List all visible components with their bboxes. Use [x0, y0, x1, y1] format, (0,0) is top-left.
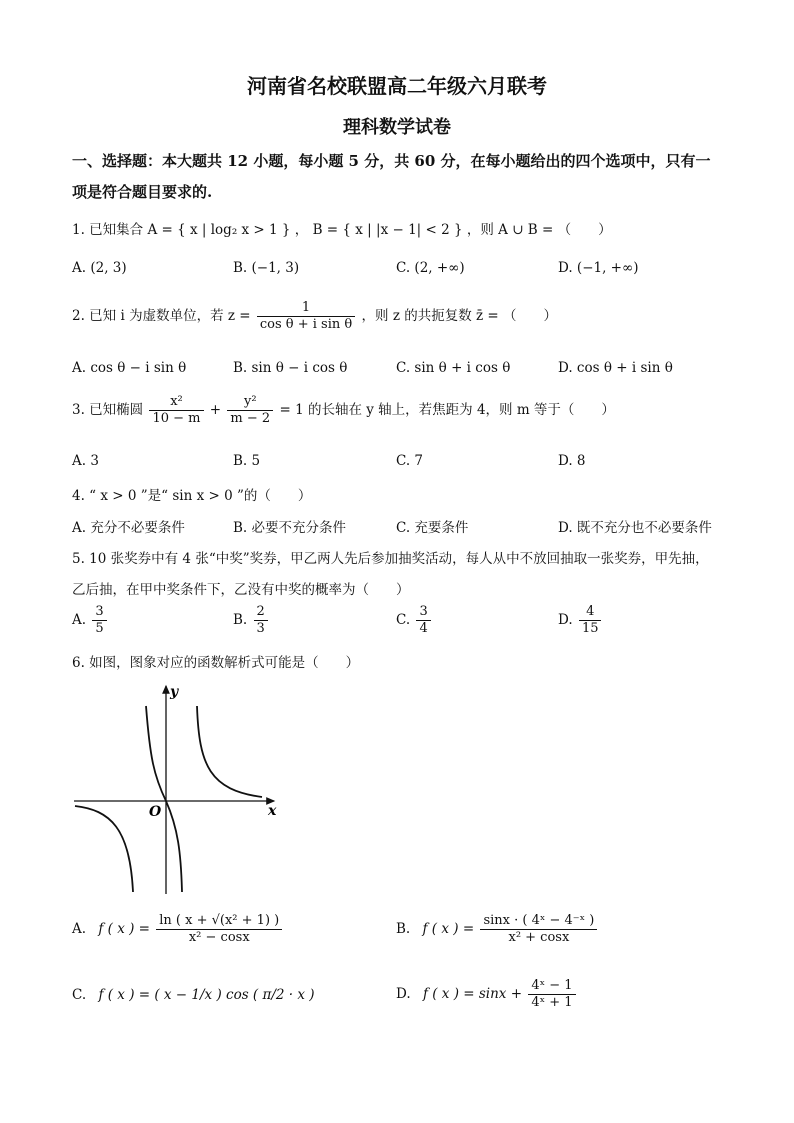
q3-option-d: D. 8: [558, 453, 586, 469]
q2-stem-post: ，则 z 的共扼复数 z̄ = （ ）: [361, 308, 558, 324]
question-5-line1: 5. 10 张奖券中有 4 张“中奖”奖券，甲乙两人先后参加抽奖活动，每人从中不放回抽取一张奖券，甲先抽，: [72, 551, 709, 567]
q5-option-d-num: 4: [579, 604, 602, 621]
q3-fraction-1-num: x²: [149, 394, 203, 411]
q6-option-b-den: x² + cosx: [508, 930, 570, 945]
q6-option-b-label: B.: [396, 921, 411, 937]
q6-option-d-lhs: f ( x ) = sinx +: [422, 986, 523, 1002]
q5-option-d-label: D.: [558, 612, 573, 628]
q6-option-d-label: D.: [396, 986, 411, 1002]
q6-option-a-num: ln ( x + √(x² + 1) ): [156, 913, 282, 930]
q6-option-c: [72, 987, 315, 1003]
q6-option-a: [72, 913, 284, 946]
q5-option-d-den: 15: [581, 621, 599, 636]
q1-option-a: A. (2, 3): [72, 260, 127, 276]
y-axis-label: y: [170, 684, 179, 700]
q3-option-c: C. 7: [396, 453, 424, 469]
q5-option-b-label: B.: [233, 612, 248, 628]
q6-option-d-fraction: [528, 978, 575, 1011]
q6-option-d-num: 4ˣ − 1: [528, 978, 575, 995]
q1-option-b: B. (−1, 3): [233, 260, 300, 276]
q5-option-d: [558, 604, 603, 637]
q5-option-b-num: 2: [254, 604, 268, 621]
q5-option-a-den: 5: [95, 621, 104, 636]
q1-option-d: D. (−1, +∞): [558, 260, 639, 276]
q5-option-c: [396, 604, 433, 637]
q4-option-d: D. 既不充分也不必要条件: [558, 520, 712, 536]
q6-option-b-fraction: [480, 913, 597, 946]
q3-fraction-2: [227, 394, 273, 427]
q5-option-c-fraction: [416, 604, 430, 637]
q4-option-c: C. 充要条件: [396, 520, 469, 536]
q6-option-c-label: C.: [72, 987, 87, 1003]
q4-option-b: B. 必要不充分条件: [233, 520, 347, 536]
q3-stem-pre: 3. 已知椭圆: [72, 402, 144, 418]
q2-option-c: C. sin θ + i cos θ: [396, 360, 511, 376]
q5-option-b-den: 3: [256, 621, 265, 636]
origin-label: O: [149, 804, 162, 820]
q5-option-c-num: 3: [416, 604, 430, 621]
q2-option-a: A. cos θ − i sin θ: [72, 360, 187, 376]
q6-option-d: [396, 978, 578, 1011]
curve-left-branch: [75, 806, 133, 892]
q6-option-b-lhs: f ( x ) =: [422, 921, 475, 937]
q5-option-a-fraction: [92, 604, 106, 637]
q5-option-d-fraction: [579, 604, 602, 637]
q2-option-b: B. sin θ − i cos θ: [233, 360, 348, 376]
page-title: 河南省名校联盟高二年级六月联考: [247, 74, 547, 98]
q3-fraction-1-den: 10 − m: [152, 411, 201, 426]
q5-option-a: [72, 604, 109, 637]
q3-plus: +: [209, 402, 222, 418]
q2-fraction-num: 1: [257, 300, 355, 317]
q2-option-d: D. cos θ + i sin θ: [558, 360, 673, 376]
q5-option-c-label: C.: [396, 612, 411, 628]
q2-stem-pre: 2. 已知 i 为虚数单位，若 z =: [72, 308, 251, 324]
q2-fraction-den: cos θ + i sin θ: [259, 317, 353, 332]
question-5-line2: 乙后抽，在甲中奖条件下，乙没有中奖的概率为（ ）: [72, 582, 410, 598]
q1-option-c: C. (2, +∞): [396, 260, 465, 276]
section-heading-line1: 一、选择题：本大题共 12 小题，每小题 5 分，共 60 分，在每小题给出的四个选项中，只有一: [72, 152, 711, 170]
q3-stem-post: = 1 的长轴在 y 轴上，若焦距为 4，则 m 等于（ ）: [279, 402, 615, 418]
q4-option-a: A. 充分不必要条件: [72, 520, 185, 536]
q6-option-a-fraction: [156, 913, 282, 946]
question-1-stem: 1. 已知集合 A = { x | log₂ x > 1 } ， B = { x | |x − 1| < 2 } ，则 A ∪ B = （ ）: [72, 222, 612, 238]
question-4-stem: 4. “ x > 0 ”是“ sin x > 0 ”的（ ）: [72, 488, 312, 504]
q6-option-a-den: x² − cosx: [188, 930, 250, 945]
q5-option-b: [233, 604, 270, 637]
q6-option-a-label: A.: [72, 921, 87, 937]
q3-option-b: B. 5: [233, 453, 261, 469]
q5-option-b-fraction: [254, 604, 268, 637]
page-subtitle: 理科数学试卷: [343, 117, 451, 138]
q6-option-a-lhs: f ( x ) =: [98, 921, 150, 937]
q2-fraction: [257, 300, 355, 333]
q6-option-b-num: sinx · ( 4ˣ − 4⁻ˣ ): [480, 913, 597, 930]
q5-option-c-den: 4: [419, 621, 428, 636]
question-2-stem: [72, 300, 557, 333]
section-heading-line2: 项是符合题目要求的.: [72, 183, 213, 201]
q3-fraction-2-den: m − 2: [230, 411, 271, 426]
question-3-stem: [72, 394, 615, 427]
function-graph: [70, 678, 290, 898]
q3-option-a: A. 3: [72, 453, 99, 469]
curve-middle-branch: [146, 706, 182, 892]
q5-option-a-num: 3: [92, 604, 106, 621]
q6-option-b: [396, 913, 599, 946]
x-axis-label: x: [268, 803, 277, 819]
q3-fraction-1: [149, 394, 203, 427]
q3-fraction-2-num: y²: [227, 394, 273, 411]
curve-right-branch: [197, 706, 262, 797]
q6-option-c-expr: f ( x ) = ( x − 1/x ) cos ( π/2 · x ): [98, 987, 315, 1003]
q5-option-a-label: A.: [72, 612, 87, 628]
q6-option-d-den: 4ˣ + 1: [531, 995, 573, 1010]
question-6-stem: 6. 如图，图象对应的函数解析式可能是（ ）: [72, 655, 360, 671]
